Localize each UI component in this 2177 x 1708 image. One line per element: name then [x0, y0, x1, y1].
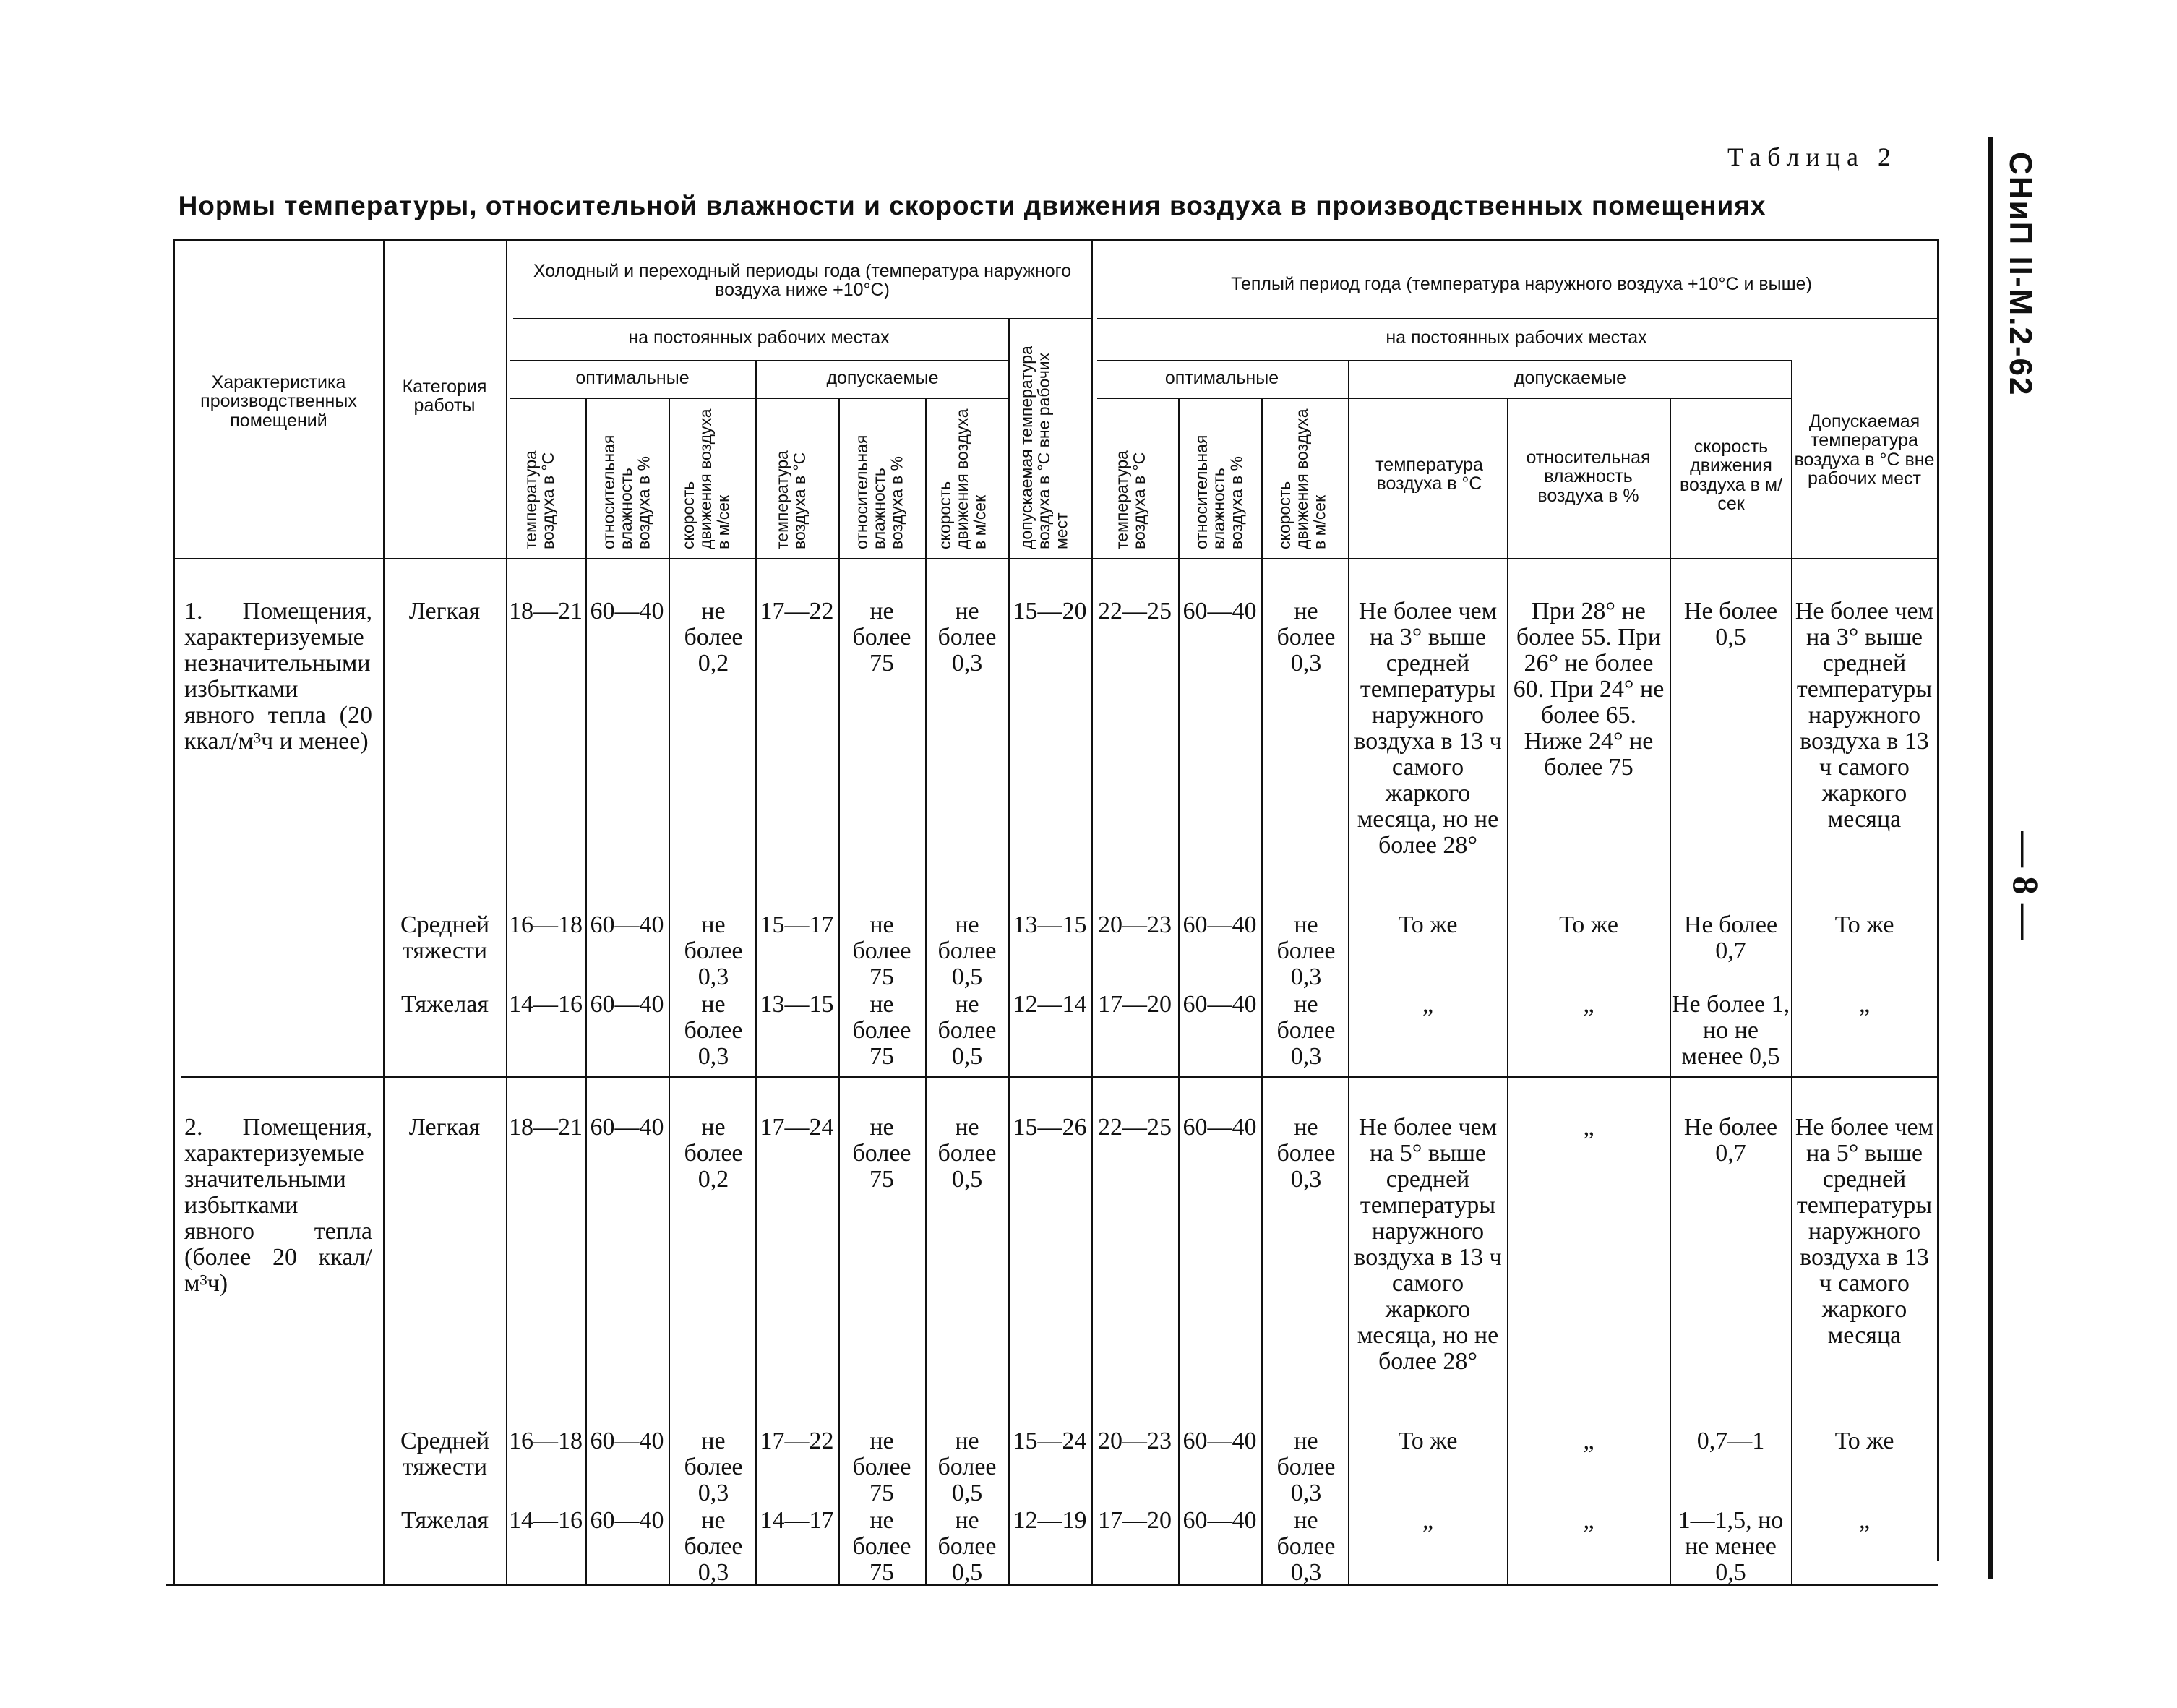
rule-cold-cols: [510, 398, 1008, 399]
warm-opt-humidity: 60—40: [1182, 991, 1257, 1018]
document-code: СНиП II-М.2-62: [2003, 152, 2038, 397]
cold-outside-temp: 15—20: [1013, 598, 1087, 625]
col-line: [755, 360, 757, 1584]
warm-opt-speed: не более 0,3: [1276, 1114, 1336, 1193]
warm-outside-temp: То же: [1834, 1428, 1894, 1454]
header-cold-permanent: на постоянных рабочих местах: [628, 327, 890, 348]
warm-perm-humidity: „: [1583, 1507, 1594, 1534]
col-line: [1261, 398, 1263, 1584]
cold-opt-humidity: 60—40: [590, 1507, 664, 1534]
warm-perm-temp: „: [1422, 991, 1434, 1018]
cold-opt-speed: не более 0,3: [684, 1507, 743, 1586]
header-warm-opt-temp: температура воздуха в °С: [1112, 450, 1149, 549]
cold-outside-temp: 12—19: [1013, 1507, 1087, 1534]
col-line: [1507, 398, 1508, 1584]
cold-perm-humidity: не более 75: [852, 598, 911, 677]
rule-warm-cols: [1097, 398, 1791, 399]
warm-outside-temp: Не более чем на 3° выше средней температуры наружного воздуха в 13 ч самого жаркого месяца: [1795, 598, 1934, 833]
cold-perm-speed: не более 0,3: [937, 598, 997, 677]
header-cold-opt-temp: температура воздуха в °С: [521, 450, 558, 549]
header-warm-optimal: оптимальные: [1164, 368, 1279, 388]
cold-perm-humidity: не более 75: [852, 911, 911, 990]
table-number: Таблица 2: [1727, 142, 1897, 171]
cold-perm-temp: 17—24: [760, 1114, 834, 1141]
side-margin: [1973, 137, 2060, 1554]
cold-perm-speed: не более 0,5: [937, 911, 997, 990]
warm-perm-temp: То же: [1398, 911, 1458, 938]
warm-opt-humidity: 60—40: [1182, 598, 1257, 625]
header-warm-permissible: допускаемые: [1513, 368, 1627, 388]
warm-perm-temp: Не более чем на 3° выше средней температуры наружного воздуха в 13 ч самого жаркого месяца, но не более 28°: [1354, 598, 1502, 859]
cold-opt-speed: не более 0,3: [684, 991, 743, 1070]
col-line: [1791, 360, 1792, 1584]
header-cold-perm-speed: скорость движения воздуха в м/сек: [935, 408, 989, 549]
col-line: [585, 398, 587, 1584]
margin-bar: [1988, 137, 1993, 1579]
warm-opt-speed: не более 0,3: [1276, 598, 1336, 677]
warm-perm-humidity: „: [1583, 1114, 1594, 1141]
warm-opt-temp: 20—23: [1098, 911, 1172, 938]
col-line: [1348, 360, 1349, 1584]
header-warm-period: Теплый период года (температура наружного воздуха +10°С и выше): [1231, 274, 1812, 294]
cold-perm-humidity: не более 75: [852, 1507, 911, 1586]
warm-perm-temp: То же: [1398, 1428, 1458, 1454]
rule-warm-opt: [1097, 360, 1791, 361]
header-cold-permissible: допускаемые: [826, 368, 939, 388]
category-light: Легкая: [408, 1114, 481, 1141]
warm-perm-humidity: „: [1583, 991, 1594, 1018]
header-characteristic: Характеристика производственных помещений: [200, 372, 357, 431]
warm-opt-speed: не более 0,3: [1276, 1507, 1336, 1586]
header-warm-opt-humidity: относительная влажность воздуха в %: [1192, 434, 1246, 549]
warm-perm-speed: Не более 1, но не менее 0,5: [1671, 991, 1790, 1070]
warm-opt-temp: 22—25: [1098, 598, 1172, 625]
cold-perm-temp: 17—22: [760, 1428, 834, 1454]
cold-opt-humidity: 60—40: [590, 911, 664, 938]
warm-perm-speed: Не более 0,7: [1683, 1114, 1778, 1167]
cold-perm-humidity: не более 75: [852, 1114, 911, 1193]
warm-perm-temp: Не более чем на 5° выше средней температуры наружного воздуха в 13 ч самого жаркого месяца, но не более 28°: [1354, 1114, 1502, 1375]
header-cold-perm-humidity: относительная влажность воздуха в %: [852, 434, 906, 549]
header-warm-permanent: на постоянных рабочих местах: [1386, 327, 1647, 348]
header-warm-outside: Допускаемая температура воздуха в °С вне рабочих мест: [1794, 411, 1935, 489]
header-warm-perm-temp: температура воздуха в °С: [1375, 455, 1483, 494]
warm-opt-temp: 20—23: [1098, 1428, 1172, 1454]
cold-opt-temp: 16—18: [509, 911, 583, 938]
header-cold-opt-humidity: относительная влажность воздуха в %: [599, 434, 653, 549]
cold-opt-speed: не более 0,2: [684, 1114, 743, 1193]
category-light: Легкая: [408, 598, 481, 625]
header-cold-period: Холодный и переходный периоды года (температура наружного воздуха ниже +10°С): [533, 261, 1072, 301]
warm-perm-speed: Не более 0,5: [1683, 598, 1778, 651]
col-line: [925, 398, 927, 1584]
cold-perm-temp: 13—15: [760, 991, 834, 1018]
header-warm-perm-speed: скорость движения воздуха в м/сек: [1679, 437, 1783, 514]
warm-opt-humidity: 60—40: [1182, 1507, 1257, 1534]
col-line: [173, 239, 175, 1584]
cold-opt-speed: не более 0,3: [684, 911, 743, 990]
warm-perm-humidity: При 28° не более 55. При 26° не более 60. При 24° не более 65. Ниже 24° не более 75: [1513, 598, 1665, 781]
cold-perm-humidity: не более 75: [852, 991, 911, 1070]
cold-perm-speed: не более 0,5: [937, 1428, 997, 1506]
warm-opt-speed: не более 0,3: [1276, 911, 1336, 990]
header-cold-outside-temp: допускаемая температура воздуха в °С вне рабочих мест: [1017, 346, 1071, 549]
warm-opt-speed: не более 0,3: [1276, 991, 1336, 1070]
warm-opt-temp: 22—25: [1098, 1114, 1172, 1141]
cold-outside-temp: 15—26: [1013, 1114, 1087, 1141]
rule-group-separator: [181, 1076, 1938, 1078]
col-line: [838, 398, 840, 1584]
cold-opt-speed: не более 0,3: [684, 1428, 743, 1506]
warm-outside-temp: Не более чем на 5° выше средней температуры наружного воздуха в 13 ч самого жаркого месяца: [1795, 1114, 1934, 1349]
right-border: [1937, 239, 1939, 1561]
group1-description: 1. Помещения, характеризуемые незначительными избытками явного тепла (20 ккал/м³ч и менее): [184, 598, 372, 755]
cold-opt-humidity: 60—40: [590, 598, 664, 625]
cold-outside-temp: 15—24: [1013, 1428, 1087, 1454]
category-medium: Средней тяжести: [400, 911, 490, 964]
header-cold-perm-temp: температура воздуха в °С: [773, 450, 810, 549]
header-cold-optimal: оптимальные: [575, 368, 690, 388]
cold-opt-temp: 14—16: [509, 991, 583, 1018]
category-medium: Средней тяжести: [400, 1428, 490, 1480]
header-cold-opt-speed: скорость движения воздуха в м/сек: [679, 408, 733, 549]
warm-opt-humidity: 60—40: [1182, 1428, 1257, 1454]
category-heavy: Тяжелая: [401, 1507, 489, 1534]
col-line: [1178, 398, 1180, 1584]
warm-outside-temp: То же: [1834, 911, 1894, 938]
category-heavy: Тяжелая: [401, 991, 489, 1018]
col-line: [506, 239, 507, 1584]
warm-opt-temp: 17—20: [1098, 1507, 1172, 1534]
cold-opt-temp: 14—16: [509, 1507, 583, 1534]
col-line: [383, 239, 385, 1584]
cold-opt-humidity: 60—40: [590, 991, 664, 1018]
cold-perm-temp: 14—17: [760, 1507, 834, 1534]
cold-perm-speed: не более 0,5: [937, 1114, 997, 1193]
cold-opt-humidity: 60—40: [590, 1114, 664, 1141]
warm-outside-temp: „: [1858, 1507, 1871, 1534]
warm-opt-speed: не более 0,3: [1276, 1428, 1336, 1506]
cold-perm-temp: 17—22: [760, 598, 834, 625]
rule-warm-sub: [1097, 318, 1938, 319]
warm-perm-humidity: То же: [1559, 911, 1618, 938]
rule-cold-sub: [513, 318, 1091, 319]
warm-opt-humidity: 60—40: [1182, 911, 1257, 938]
header-warm-perm-humidity: относительная влажность воздуха в %: [1526, 447, 1651, 506]
col-line: [669, 398, 670, 1584]
warm-perm-speed: 0,7—1: [1696, 1428, 1765, 1454]
warm-opt-temp: 17—20: [1098, 991, 1172, 1018]
col-line: [1008, 318, 1010, 1584]
cold-perm-temp: 15—17: [760, 911, 834, 938]
rule-cold-opt: [510, 360, 1008, 361]
warm-outside-temp: „: [1858, 991, 1871, 1018]
cold-opt-humidity: 60—40: [590, 1428, 664, 1454]
warm-perm-speed: Не более 0,7: [1683, 911, 1778, 964]
header-warm-opt-speed: скорость движения воздуха в м/сек: [1275, 408, 1329, 549]
col-line: [1091, 239, 1093, 1584]
cold-opt-temp: 18—21: [509, 598, 583, 625]
cold-opt-temp: 16—18: [509, 1428, 583, 1454]
group2-description: 2. Помещения, характеризуемые значительными избытками явного тепла (более 20 ккал/м³ч): [184, 1114, 372, 1297]
cold-perm-speed: не более 0,5: [937, 1507, 997, 1586]
col-line: [1670, 398, 1671, 1584]
cold-outside-temp: 12—14: [1013, 991, 1087, 1018]
cold-opt-speed: не более 0,2: [684, 598, 743, 677]
warm-opt-humidity: 60—40: [1182, 1114, 1257, 1141]
cold-opt-temp: 18—21: [509, 1114, 583, 1141]
warm-perm-humidity: „: [1583, 1428, 1594, 1454]
rule-top: [173, 239, 1938, 241]
cold-perm-speed: не более 0,5: [937, 991, 997, 1070]
cold-outside-temp: 13—15: [1013, 911, 1087, 938]
rule-header-bottom: [173, 558, 1938, 559]
table-title: Нормы температуры, относительной влажности и скорости движения воздуха в производственных помещениях: [178, 191, 1766, 220]
page-number: — 8 —: [2006, 831, 2046, 940]
header-category: Категория работы: [402, 377, 487, 416]
warm-perm-speed: 1—1,5, но не менее 0,5: [1678, 1507, 1784, 1586]
warm-perm-temp: „: [1422, 1507, 1434, 1534]
cold-perm-humidity: не более 75: [852, 1428, 911, 1506]
